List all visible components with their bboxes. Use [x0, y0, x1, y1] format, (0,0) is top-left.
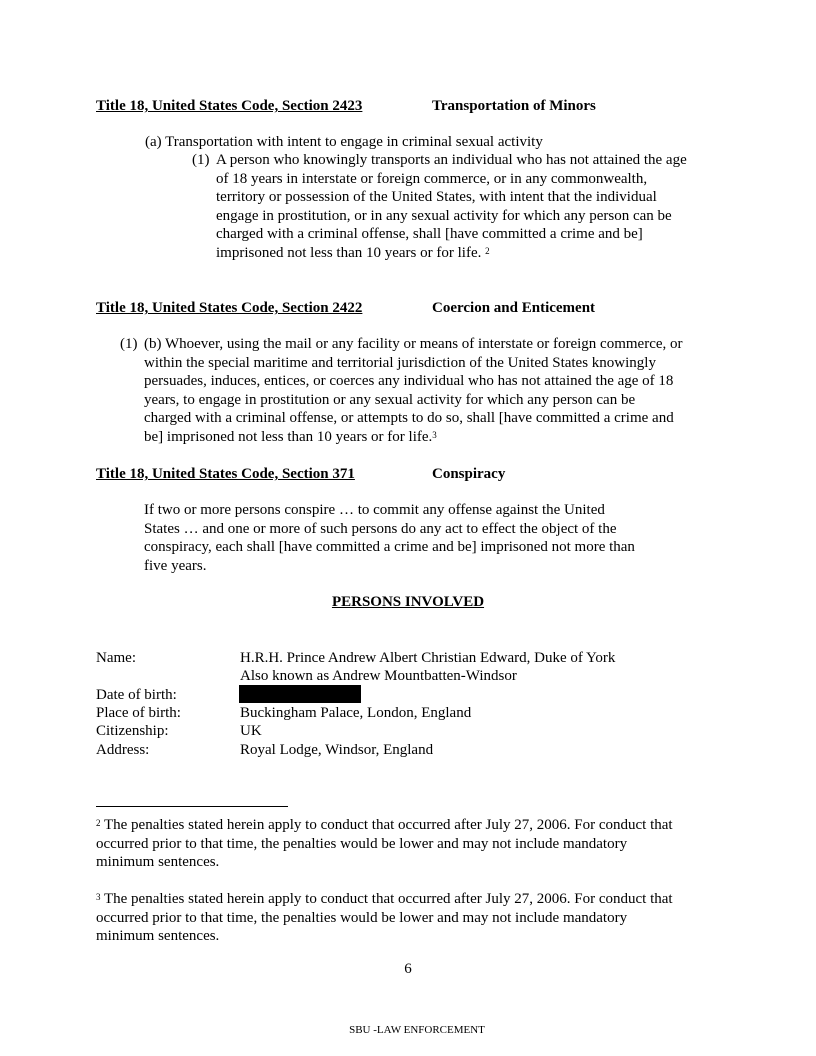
dob-label: Date of birth:: [96, 687, 177, 703]
section-371-citation: Title 18, United States Code, Section 371: [96, 466, 355, 482]
footnote-text: The penalties stated herein apply to conduct that occurred after July 27, 2006. For conduct that: [103, 817, 673, 833]
body-line: engage in prostitution, or in any sexual activity for which any person can be: [216, 207, 672, 224]
section-2423-subhead: (a) Transportation with intent to engage in criminal sexual activity: [145, 134, 543, 150]
section-2423-citation: Title 18, United States Code, Section 2423: [96, 98, 363, 114]
footnote-ref-2: 2: [485, 245, 490, 256]
footnote-text: The penalties stated herein apply to conduct that occurred after July 27, 2006. For conduct that: [103, 891, 673, 907]
redaction-box: [239, 685, 361, 703]
body-line: (b) Whoever, using the mail or any facility or means of interstate or foreign commerce, or: [144, 336, 683, 352]
footnote-number: 3: [96, 892, 101, 902]
footnote-3: [96, 890, 673, 946]
footnote-number: 2: [96, 818, 101, 828]
persons-involved-heading: PERSONS INVOLVED: [331, 594, 485, 610]
address-label: Address:: [96, 742, 150, 758]
citizenship-label: Citizenship:: [96, 723, 169, 739]
footnote-line: minimum sentences.: [96, 854, 220, 870]
section-2423-item-number: (1): [192, 152, 210, 168]
section-2422-item-number: (1): [120, 336, 138, 352]
place-of-birth: Buckingham Palace, London, England: [240, 705, 472, 721]
body-line: A person who knowingly transports an individual who has not attained the age: [216, 152, 687, 168]
footnote-line: [96, 890, 673, 909]
body-line: five years.: [144, 557, 207, 574]
section-2422-title: Coercion and Enticement: [432, 300, 596, 316]
address-value: Royal Lodge, Windsor, England: [240, 742, 434, 758]
pob-label: Place of birth:: [96, 705, 181, 721]
footnote-line: minimum sentences.: [96, 928, 220, 944]
footnote-line: occurred prior to that time, the penalties would be lower and may not include mandatory: [96, 909, 628, 926]
section-2422-citation: Title 18, United States Code, Section 2422: [96, 300, 363, 316]
footnote-line: [96, 816, 673, 835]
name-label: Name:: [96, 650, 136, 666]
person-aka: Also known as Andrew Mountbatten-Windsor: [240, 668, 517, 684]
footnote-separator: [96, 806, 288, 807]
body-line: States … and one or more of such persons do any act to effect the object of the: [144, 520, 617, 537]
body-line: territory or possession of the United States, with intent that the individual: [216, 189, 657, 205]
body-line-text: imprisoned not less than 10 years or for life.: [216, 244, 482, 261]
footnote-ref-3: 3: [432, 429, 437, 440]
body-line: years, to engage in prostitution or any sexual activity for which any person can be: [144, 391, 636, 408]
body-line: within the special maritime and territorial jurisdiction of the United States knowingly: [144, 354, 656, 371]
section-371-body: [144, 501, 635, 575]
section-371-title: Conspiracy: [432, 466, 506, 482]
body-line-last: [216, 244, 687, 263]
body-line-last: [144, 428, 683, 447]
section-2423-title: Transportation of Minors: [432, 98, 596, 114]
body-line: of 18 years in interstate or foreign commerce, or in any commonwealth,: [216, 170, 648, 187]
section-2422-body: [144, 335, 683, 446]
body-line: persuades, induces, entices, or coerces any individual who has not attained the age of 18: [144, 373, 674, 389]
footnote-2: [96, 816, 673, 872]
page-number: 6: [404, 961, 412, 977]
footnote-line: occurred prior to that time, the penalties would be lower and may not include mandatory: [96, 835, 628, 852]
section-2423-body: [216, 151, 687, 262]
body-line: If two or more persons conspire … to commit any offense against the United: [144, 502, 605, 518]
citizenship-value: UK: [240, 723, 262, 739]
body-line: conspiracy, each shall [have committed a crime and be] imprisoned not more than: [144, 539, 635, 555]
body-line-text: be] imprisoned not less than 10 years or for life.: [144, 428, 433, 445]
person-name: H.R.H. Prince Andrew Albert Christian Edward, Duke of York: [240, 650, 616, 666]
body-line: charged with a criminal offense, shall [have committed a crime and be]: [216, 226, 643, 242]
classification-marking: SBU -LAW ENFORCEMENT: [349, 1024, 485, 1036]
body-line: charged with a criminal offense, or attempts to do so, shall [have committed a crime and: [144, 410, 674, 426]
